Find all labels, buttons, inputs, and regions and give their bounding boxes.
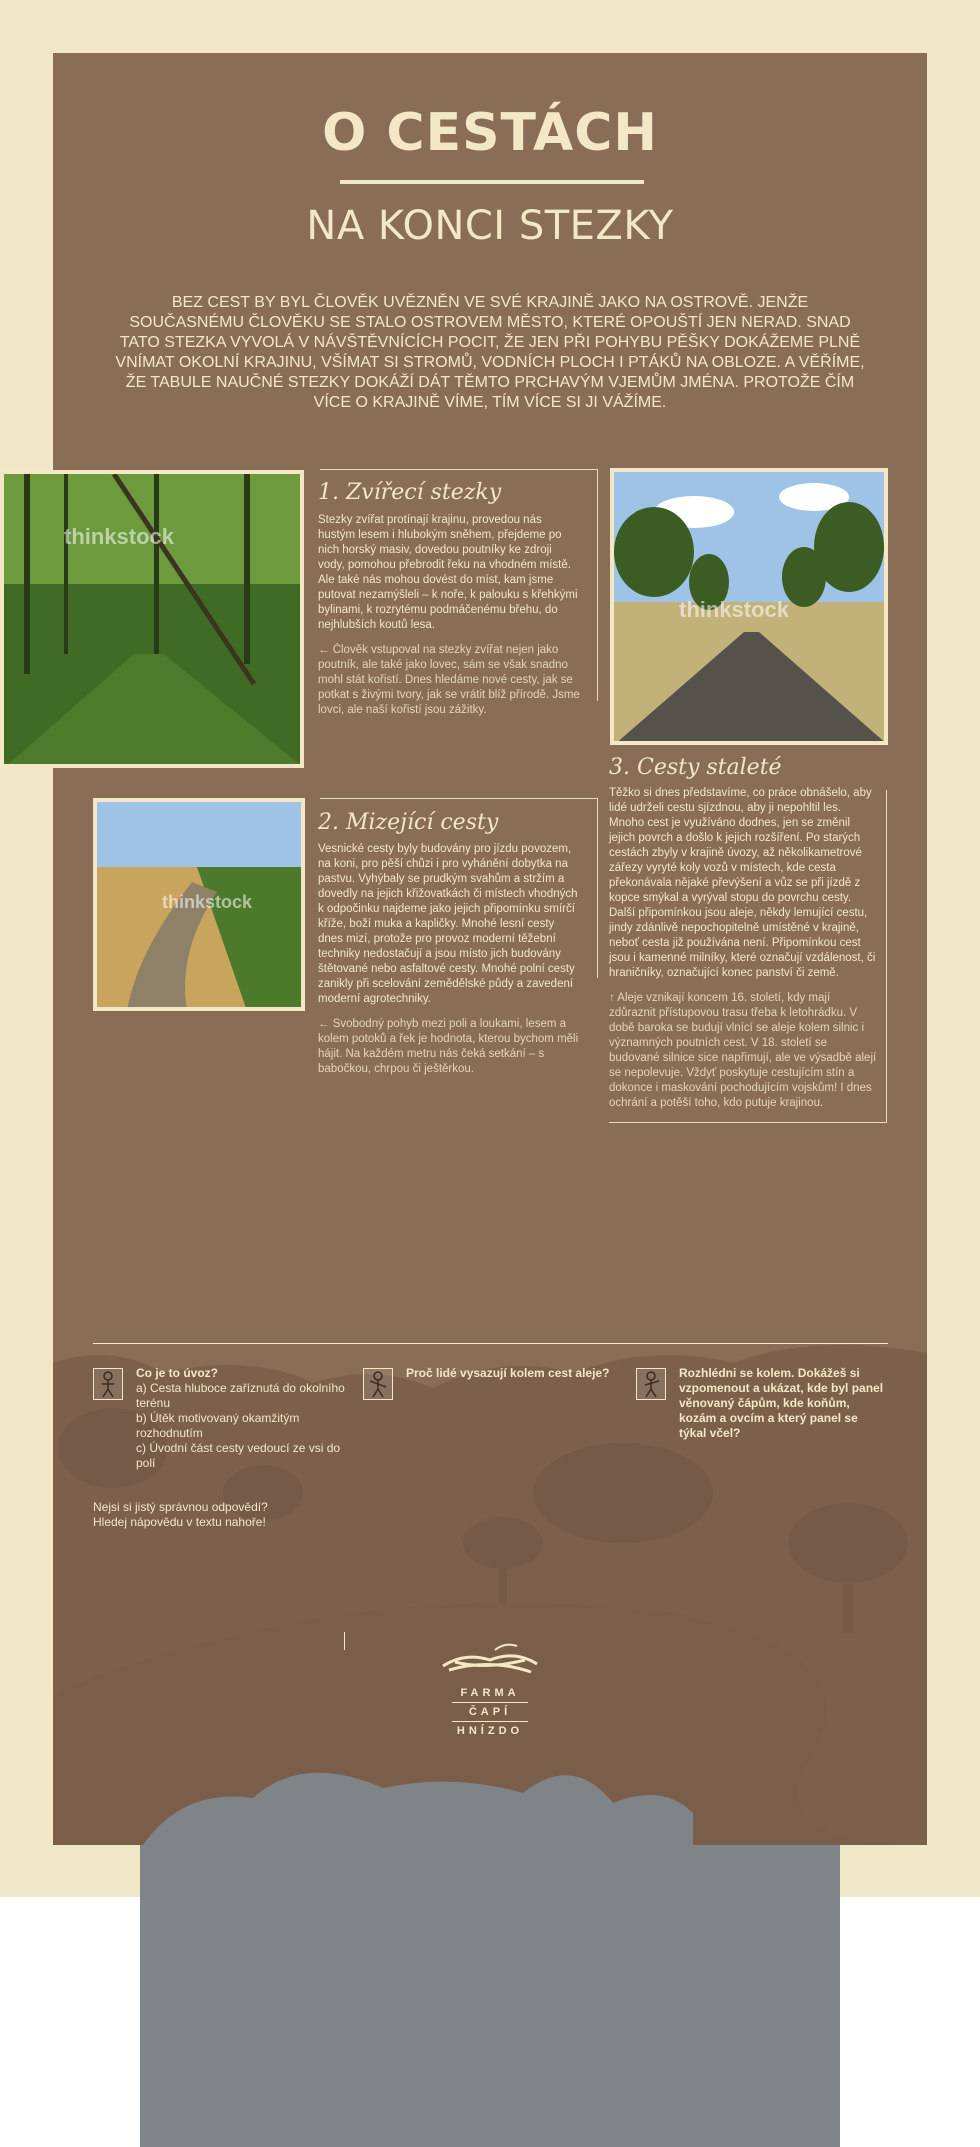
question-1-text: Co je to úvoz? [136,1366,218,1380]
section-1-rule [320,469,597,470]
question-1 [136,1366,356,1471]
question-3-icon [636,1368,666,1400]
section-3-text [609,786,879,1121]
section-1-vrule [597,469,598,701]
section-3-vrule [886,790,887,1123]
logo-word-3: HNÍZDO [456,1725,524,1737]
section-1-body: Stezky zvířat protínají krajinu, provedou nás hustým lesem i hlubokým sněhem, přejdeme po nich horský masiv, dovedou poutníky ke zdroji vody, pomohou přebrodit řeku na vhodném místě. Ale také nás mohou dovést do míst, kam jsme putovat nezamýšleli – k noře, k palouku s křehkými bylinami, k rozrytému podmáčenému břehu, do nejhlubších koutů lesa. [318,514,578,631]
section-2-vrule [597,798,598,978]
small-divider [344,1632,345,1650]
question-2-text: Proč lidé vysazují kolem cest aleje? [406,1366,610,1380]
logo-word-1: FARMA [460,1687,520,1699]
question-1-option-c: c) Úvodní část cesty vedoucí ze vsi do polí [136,1441,341,1470]
question-1-option-b: b) Útěk motivovaný okamžitým rozhodnutím [136,1411,300,1440]
question-3 [679,1366,884,1441]
section-2-rule [320,798,597,799]
photo-tree-alley [610,468,888,745]
stork-nest-icon [435,1640,545,1680]
title-divider [340,180,644,184]
page-subtitle: NA KONCI STEZKY [306,203,674,249]
section-3-note: ↑ Aleje vznikají koncem 16. století, kdy mají zdůraznit přístupovou trasu třeba k letohrádku. V době baroka se budují vlnící se aleje kolem silnic i významných poutních cest. V 18. století se budované silnice sice napřimují, ale ve výsadbě alejí se nepolevuje. Vždyť poskytuje cestujícím stín a dokonce i maskování pochodujícím vojskům! I dnes ochrání a potěší toho, kdo putuje krajinou. [609,992,877,1109]
section-2-note: ← Svobodný pohyb mezi poli a loukami, lesem a kolem potoků a řek je hodnota, kterou bychom měli hájit. Na každém metru nás čeká setkání – s babočkou, chrpou či ještěrkou. [318,1018,579,1075]
section-3-title: 3. Cesty staleté [609,755,782,780]
photo-field-road [93,798,305,1011]
watermark: thinkstock [162,892,253,912]
question-1-icon [93,1368,123,1400]
section-1-title: 1. Zvířecí stezky [318,480,502,505]
quiz-hint: Nejsi si jistý správnou odpovědí? Hledej nápovědu v textu nahoře! [93,1500,268,1529]
section-1-text [318,513,580,728]
logo-word-2: ČAPÍ [468,1706,512,1718]
photo-forest-path [0,470,304,768]
question-3-text: Rozhlédni se kolem. Dokážeš si vzpomenout a ukázat, kde byl panel věnovaný čápům, kde koňům, kozám a ovcím a který panel se týkal včel? [679,1366,884,1440]
quiz-divider [93,1343,888,1344]
question-1-option-a: a) Cesta hluboce zaříznutá do okolního terénu [136,1381,345,1410]
section-3-body: Těžko si dnes představíme, co práce obnášelo, aby lidé udrželi cestu sjízdnou, aby ji nepohltil les. Mnoho cest je využíváno dodnes, jen se změnil jejich povrch a došlo k jejich rozšíření. Po starých cestách zbyly v krajině úvozy, až několikametrové zářezy vyryté koly vozů v místech, kde cesta překonávala nějaké převýšení a vůz se při jízdě z kopce smýkal a vyrýval stopu do povrchu cesty. Další připomínkou jsou aleje, někdy lemující cestu, jindy zdánlivě nepochopitelně umístěné v krajině, neboť cesta již používána není. Připomínkou cest jsou i kamenné milníky, které označují vzdálenost, či hraničníky, označující konec panství či země. [609,787,876,979]
watermark: thinkstock [679,597,790,622]
section-3-rule [609,1122,886,1123]
farm-logo [430,1640,550,1739]
section-1-note: ← Člověk vstupoval na stezky zvířat nejen jako poutník, ale také jako lovec, sám se však snadno mohl stát kořistí. Dnes hledáme nové cesty, jak se potkat s živými tvory, jak se vrátit blíž přírodě. Jsme lovci, ale naší kořistí jsou zážitky. [318,644,580,716]
watermark: thinkstock [64,524,175,549]
question-2 [406,1366,636,1381]
intro-text: BEZ CEST BY BYL ČLOVĚK UVĚZNĚN VE SVÉ KRAJINĚ JAKO NA OSTROVĚ. JENŽE SOUČASNÉMU ČLOVĚKU SE STALO OSTROVEM MĚSTO, KTERÉ OPOUŠTÍ JEN NERAD. SNAD TATO STEZKA VYVOLÁ V NÁVŠTĚVNÍCÍCH POCIT, ŽE JEN PŘI POHYBU PĚŠKY DOKÁŽEME PLNĚ VNÍMAT OKOLNÍ KRAJINU, VŠÍMAT SI STROMŮ, VODNÍCH PLOCH I PTÁKŮ NA OBLOZE. A VĚŘÍME, ŽE TABULE NAUČNÉ STEZKY DOKÁŽÍ DÁT TĚMTO PRCHAVÝM VJEMŮM JMÉNA. PROTOŽE ČÍM VÍCE O KRAJINĚ VÍME, TÍM VÍCE SI JI VÁŽÍME. [115,294,865,411]
section-2-text [318,842,580,1087]
section-2-body: Vesnické cesty byly budovány pro jízdu povozem, na koni, pro pěší chůzi i pro vyhánění dobytka na pastvu. Vyhýbaly se prudkým svahům a stržím a dovedly na jejich křižovatkách či místech vhodných k odpočinku najdeme jako jejich připomínku smírčí kříže, boží muka a kapličky. Mnohé lesní cesty dnes mizí, protože pro provoz moderní těžební techniky nedostačují a jsou místo jich budovány štětované nebo asfaltové cesty. Mnohé polní cesty zanikly při scelování zemědělské půdy a zavedení moderní agrotechniky. [318,843,578,1005]
forest-image [4,474,304,768]
section-2-title: 2. Mizející cesty [318,810,499,835]
question-2-icon [363,1368,393,1400]
page-title: O CESTÁCH [322,103,658,163]
